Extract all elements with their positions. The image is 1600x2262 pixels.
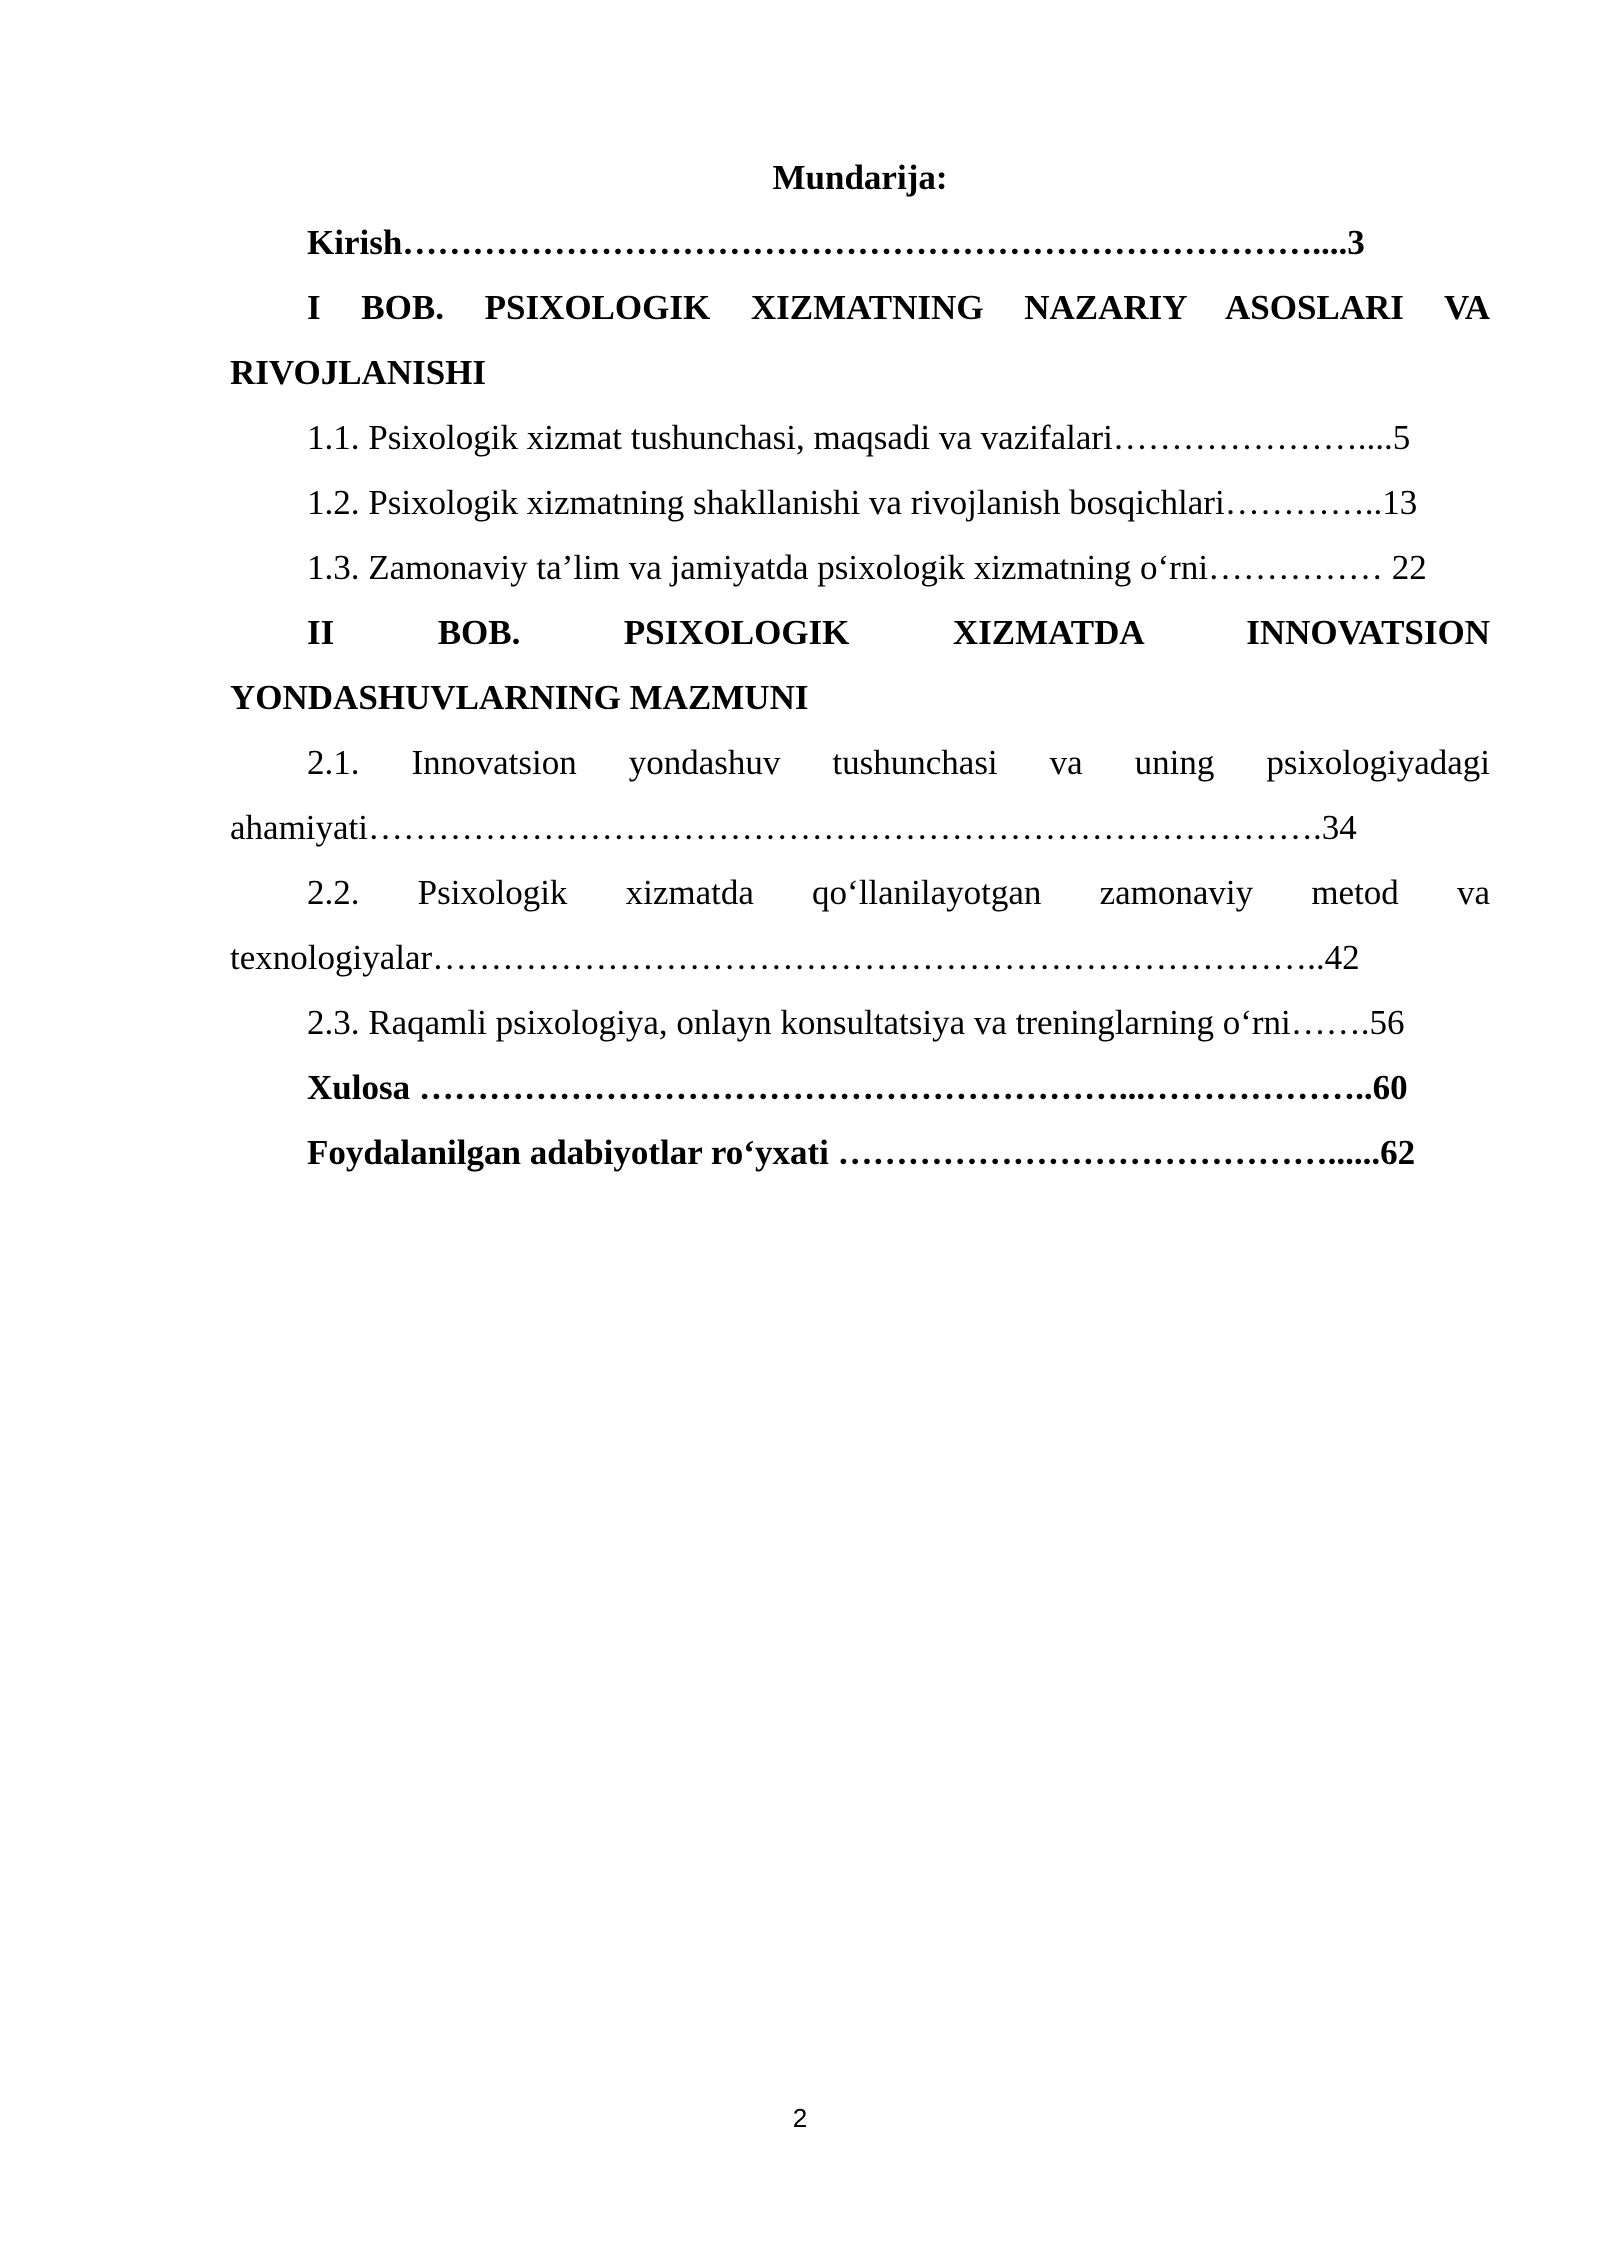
page-number: 2 [792,2103,808,2133]
toc-entry-section-1-2: 1.2. Psixologik xizmatning shakllanishi va rivojlanish bosqichlari…………..13 [307,483,1418,522]
toc-entry-section-2-3: 2.3. Raqamli psixologiya, onlayn konsultatsiya va treninglarning o‘rni…….56 [307,1003,1405,1042]
toc-entry-chapter-2: II BOB. PSIXOLOGIK XIZMATDA INNOVATSION YONDASHUVLARNING MAZMUNI [230,613,1490,717]
toc-entry-section-1-1: 1.1. Psixologik xizmat tushunchasi, maqsadi va vazifalari…………………....5 [307,418,1411,457]
toc-entry-references: Foydalanilgan adabiyotlar ro‘yxati ……………………………………......62 [307,1133,1416,1172]
toc-entry-conclusion: Xulosa ……………………………………………………...………………..60 [307,1068,1408,1107]
toc-entry-section-2-1: 2.1. Innovatsion yondashuv tushunchasi va uning psixologiyadagi ahamiyati……………………………………………………………………….34 [230,743,1490,847]
toc-entry-introduction: Kirish……………………………………………………………………....3 [307,223,1365,262]
table-of-contents [230,145,1490,1185]
toc-entry-chapter-1: I BOB. PSIXOLOGIK XIZMATNING NAZARIY ASOSLARI VA RIVOJLANISHI [230,288,1490,392]
toc-entry-section-1-3: 1.3. Zamonaviy ta’lim va jamiyatda psixologik xizmatning o‘rni…………… 22 [307,548,1427,587]
toc-entry-section-2-2: 2.2. Psixologik xizmatda qo‘llanilayotgan zamonaviy metod va texnologiyalar…………………………………………………………………..42 [230,873,1490,977]
toc-title: Mundarija: [772,158,948,197]
